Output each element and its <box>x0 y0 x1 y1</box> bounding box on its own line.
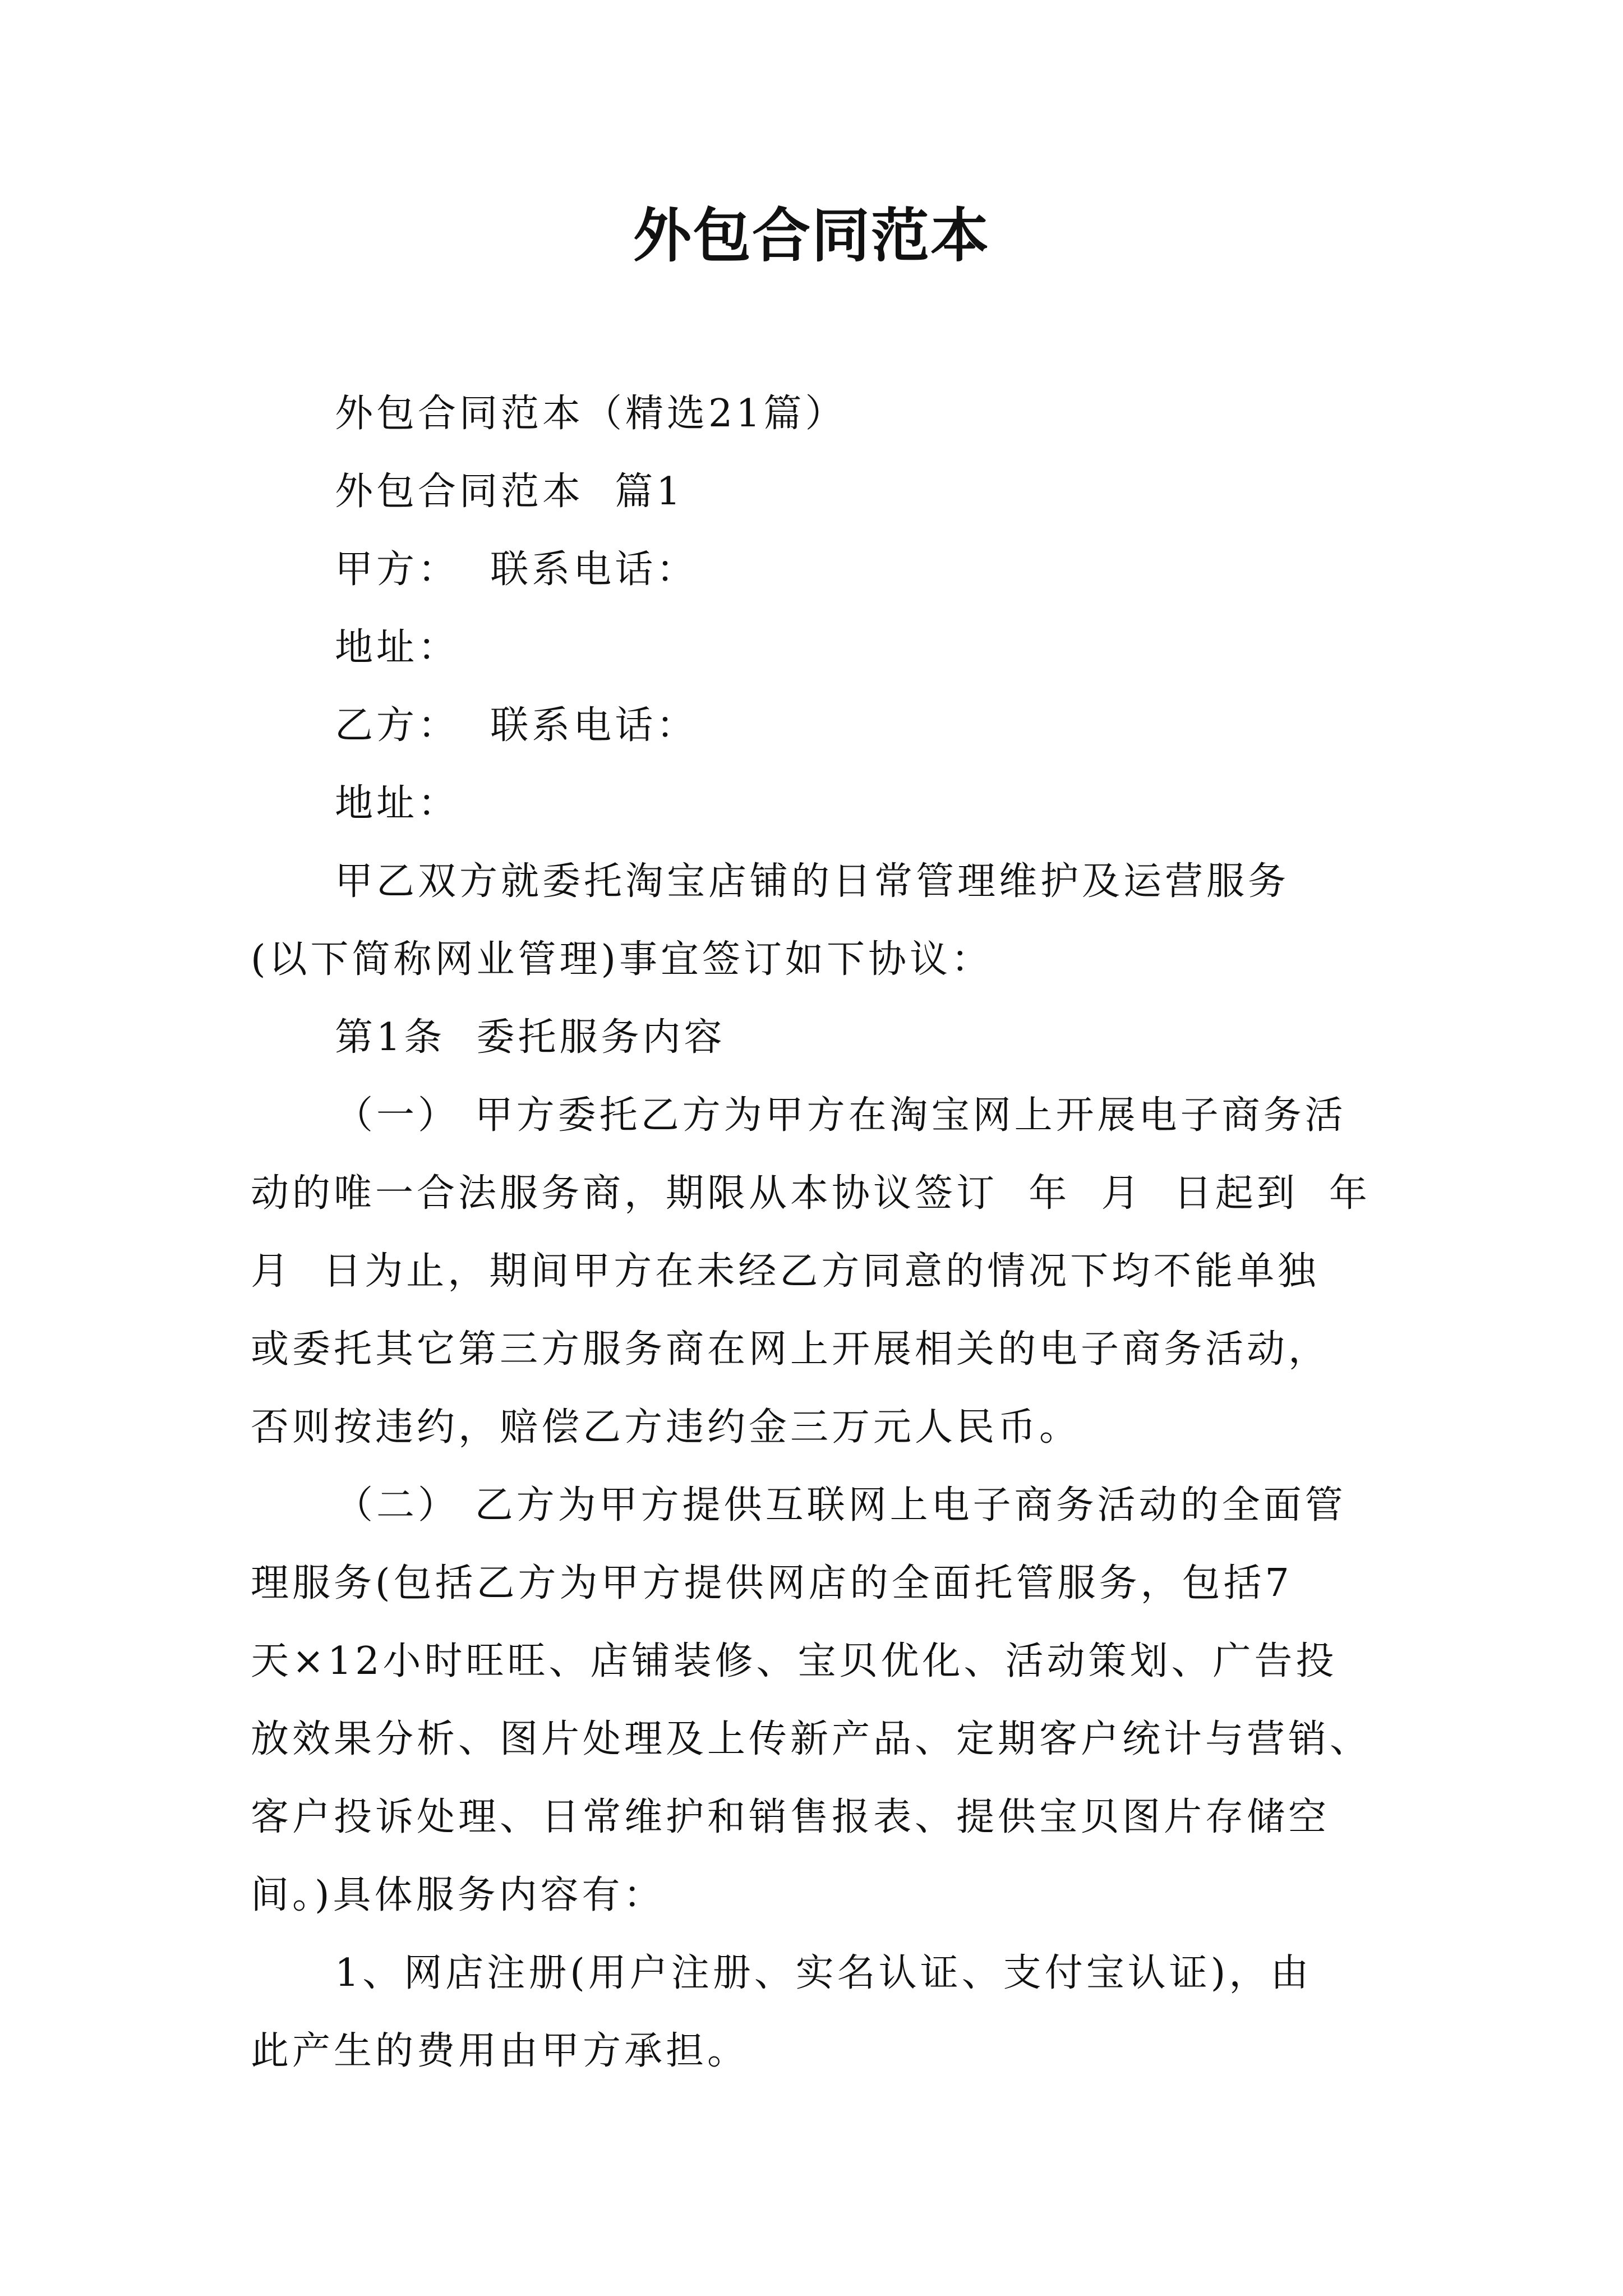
article-heading: 第1条 委托服务内容 <box>335 1015 726 1060</box>
party-a-line: 甲方： 联系电话： <box>335 547 698 592</box>
paragraph-line: 否则按违约，赔偿乙方违约金三万元人民币。 <box>251 1405 1081 1450</box>
paragraph-line: 客户投诉处理、日常维护和销售报表、提供宝贝图片存储空 <box>251 1795 1330 1839</box>
paragraph-line: 月 日为止，期间甲方在未经乙方同意的情况下均不能单独 <box>251 1249 1320 1294</box>
paragraph-line: 或委托其它第三方服务商在网上开展相关的电子商务活动， <box>251 1327 1330 1372</box>
paragraph-line: 此产生的费用由甲方承担。 <box>251 2029 749 2073</box>
document-body <box>251 375 1384 2090</box>
section-heading: 外包合同范本 篇1 <box>335 470 684 514</box>
party-b-line: 乙方： 联系电话： <box>335 703 698 748</box>
party-b-address: 地址： <box>335 781 460 826</box>
party-a-address: 地址： <box>335 625 460 670</box>
paragraph-line: 间。)具体服务内容有： <box>251 1873 665 1917</box>
paragraph-line: （一） 甲方委托乙方为甲方在淘宝网上开展电子商务活 <box>335 1093 1347 1138</box>
paragraph-line: (以下简称网业管理)事宜签订如下协议： <box>251 937 993 982</box>
paragraph-line: 天×12小时旺旺、店铺装修、宝贝优化、活动策划、广告投 <box>251 1639 1338 1683</box>
document-title: 外包合同范本 <box>633 201 990 270</box>
paragraph-line: 动的唯一合法服务商，期限从本协议签订 年 月 日起到 年 <box>251 1171 1371 1216</box>
paragraph-line: 理服务(包括乙方为甲方提供网店的全面托管服务，包括7 <box>251 1561 1293 1605</box>
paragraph-line: 甲乙双方就委托淘宝店铺的日常管理维护及运营服务 <box>335 859 1290 904</box>
subtitle-line: 外包合同范本（精选21篇） <box>335 392 847 436</box>
paragraph-line: 放效果分析、图片处理及上传新产品、定期客户统计与营销、 <box>251 1717 1372 1761</box>
paragraph-line: （二） 乙方为甲方提供互联网上电子商务活动的全面管 <box>335 1483 1347 1527</box>
paragraph-line: 1、网店注册(用户注册、实名认证、支付宝认证)，由 <box>335 1951 1312 1995</box>
